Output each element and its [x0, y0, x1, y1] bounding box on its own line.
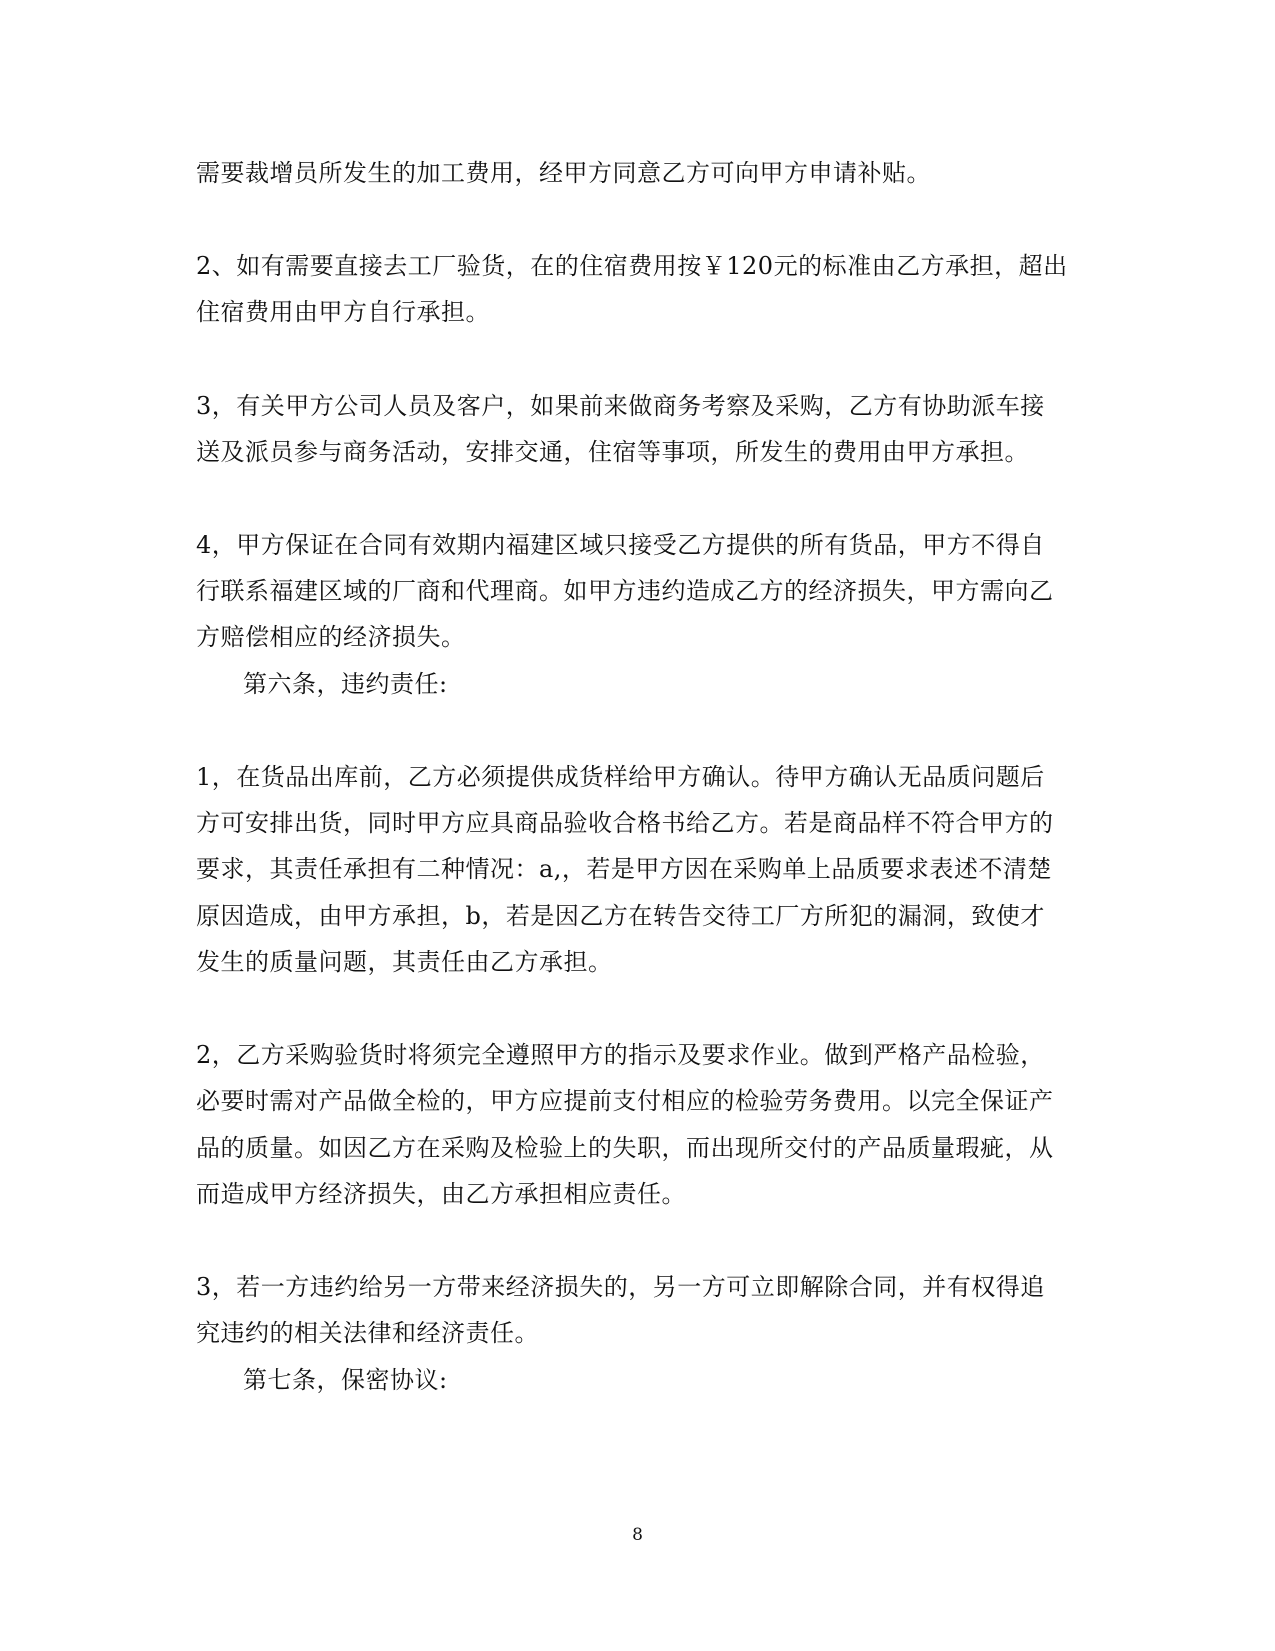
- text-line: 发生的质量问题，其责任由乙方承担。: [196, 948, 613, 976]
- text-line: 方可安排出货，同时甲方应具商品验收合格书给乙方。若是商品样不符合甲方的: [196, 809, 1054, 837]
- page-number: 8: [632, 1525, 643, 1545]
- text-line: 2，乙方采购验货时将须完全遵照甲方的指示及要求作业。做到严格产品检验，: [196, 1041, 1045, 1069]
- text-line: 行联系福建区域的厂商和代理商。如甲方违约造成乙方的经济损失，甲方需向乙: [196, 577, 1054, 605]
- text-line: 必要时需对产品做全检的，甲方应提前支付相应的检验劳务费用。以完全保证产: [196, 1087, 1054, 1115]
- text-line: 而造成甲方经济损失，由乙方承担相应责任。: [196, 1180, 686, 1208]
- section-heading: 第六条，违约责任:: [243, 670, 448, 698]
- text-line: 究违约的相关法律和经济责任。: [196, 1319, 539, 1347]
- text-line: 需要裁增员所发生的加工费用，经甲方同意乙方可向甲方申请补贴。: [196, 159, 931, 187]
- text-line: 4，甲方保证在合同有效期内福建区域只接受乙方提供的所有货品，甲方不得自: [196, 531, 1045, 559]
- text-line: 品的质量。如因乙方在采购及检验上的失职，而出现所交付的产品质量瑕疵，从: [196, 1134, 1054, 1162]
- text-line: 3，若一方违约给另一方带来经济损失的，另一方可立即解除合同，并有权得追: [196, 1273, 1045, 1301]
- text-line: 住宿费用由甲方自行承担。: [196, 298, 490, 326]
- text-line: 要求，其责任承担有二种情况：a,，若是甲方因在采购单上品质要求表述不清楚: [196, 855, 1052, 883]
- text-line: 1，在货品出库前，乙方必须提供成货样给甲方确认。待甲方确认无品质问题后: [196, 763, 1045, 791]
- text-line: 送及派员参与商务活动，安排交通，住宿等事项，所发生的费用由甲方承担。: [196, 438, 1029, 466]
- text-line: 3，有关甲方公司人员及客户，如果前来做商务考察及采购，乙方有协助派车接: [196, 392, 1045, 420]
- section-heading: 第七条，保密协议:: [243, 1366, 448, 1394]
- text-line: 原因造成，由甲方承担，b，若是因乙方在转告交待工厂方所犯的漏洞，致使才: [196, 902, 1045, 930]
- text-line: 方赔偿相应的经济损失。: [196, 623, 466, 651]
- text-line: 2、如有需要直接去工厂验货，在的住宿费用按￥120元的标准由乙方承担，超出: [196, 252, 1068, 280]
